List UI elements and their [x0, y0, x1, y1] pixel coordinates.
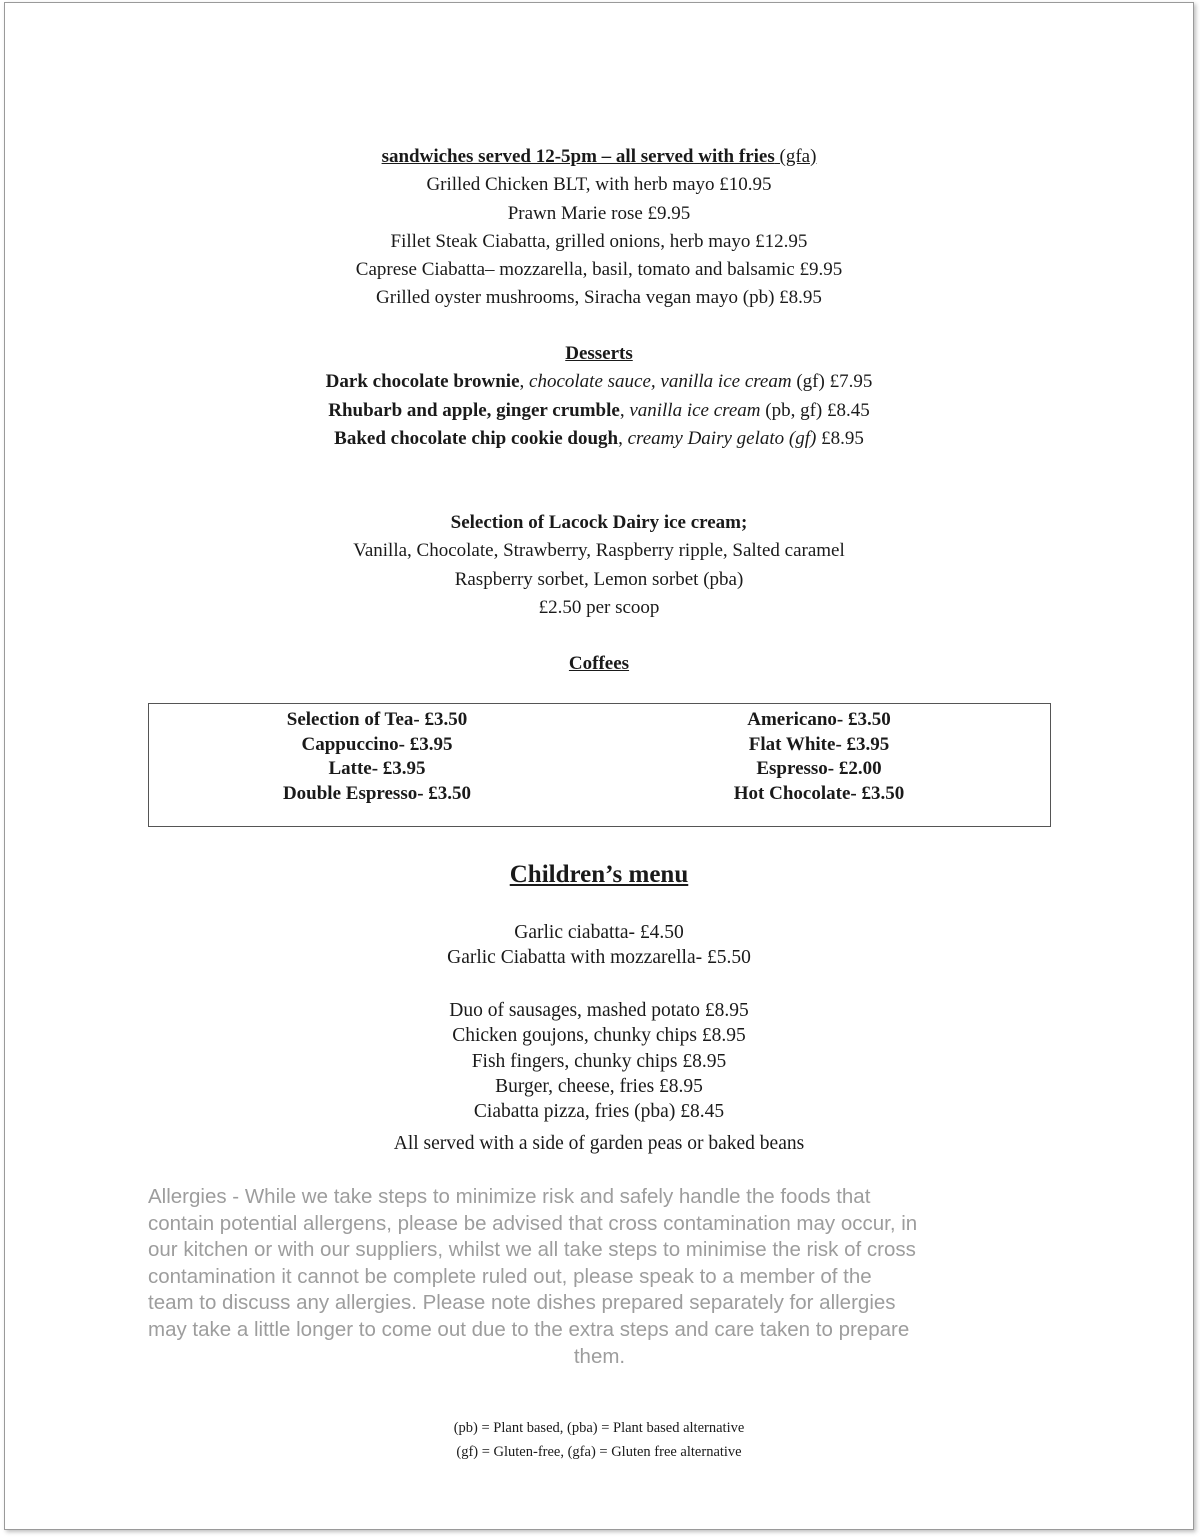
menu-item: Fillet Steak Ciabatta, grilled onions, herb mayo £12.95 [390, 230, 808, 252]
kids-item: Duo of sausages, mashed potato £8.95 [449, 1000, 749, 1021]
key-line: (pb) = Plant based, (pba) = Plant based alternative [453, 1420, 745, 1436]
dessert-name: Rhubarb and apple, ginger crumble [328, 399, 620, 421]
coffee-item: Flat White- £3.95 [748, 733, 890, 755]
dessert-sep: , [618, 427, 628, 449]
sandwiches-heading-text: sandwiches served 12-5pm – all served with fries [381, 146, 775, 167]
kids-item: Fish fingers, chunky chips £8.95 [471, 1050, 727, 1072]
menu-item: Prawn Marie rose £9.95 [507, 202, 691, 224]
dessert-item [5, 368, 1193, 396]
coffees-heading-wrap [5, 650, 1193, 678]
childrens-menu-title: Children’s menu [509, 861, 689, 888]
coffee-item: Hot Chocolate- £3.50 [733, 783, 905, 805]
coffee-item: Cappuccino- £3.95 [301, 733, 453, 755]
dessert-tail: (pb, gf) £8.45 [760, 399, 870, 421]
allergy-line: them. [573, 1344, 626, 1368]
dessert-tail: (gf) £7.95 [791, 371, 873, 393]
sandwiches-heading [5, 143, 1193, 171]
allergy-line: contamination it cannot be complete ruled out, please speak to a member of the [148, 1264, 872, 1288]
allergy-line: Allergies - While we take steps to minimize risk and safely handle the foods that [148, 1185, 871, 1208]
coffee-item: Selection of Tea- £3.50 [286, 709, 468, 730]
icecream-line: Vanilla, Chocolate, Strawberry, Raspberry ripple, Salted caramel [353, 540, 845, 562]
coffee-item: Espresso- £2.00 [756, 758, 882, 780]
icecream-line: Raspberry sorbet, Lemon sorbet (pba) [454, 568, 744, 590]
menu-item: Grilled Chicken BLT, with herb mayo £10.95 [426, 174, 772, 196]
dessert-name: Dark chocolate brownie [325, 371, 520, 393]
icecream-price: £2.50 per scoop [538, 596, 660, 618]
kids-item: Garlic Ciabatta with mozzarella- £5.50 [447, 947, 751, 969]
dessert-sep: , [519, 371, 530, 393]
dessert-item [5, 425, 1193, 453]
childrens-menu-title-wrap [5, 859, 1193, 891]
dessert-item [5, 397, 1193, 425]
dietary-key [5, 1416, 1193, 1464]
allergy-line: team to discuss any allergies. Please note dishes prepared separately for allergies [148, 1291, 896, 1315]
dessert-tail: £8.95 [816, 427, 864, 449]
icecream-section [5, 509, 1193, 622]
kids-item: Ciabatta pizza, fries (pba) £8.45 [473, 1101, 725, 1123]
coffees-heading: Coffees [568, 653, 630, 674]
menu-item: Caprese Ciabatta– mozzarella, basil, tomato and balsamic £9.95 [355, 259, 843, 281]
sandwiches-section [5, 143, 1193, 313]
coffee-item: Double Espresso- £3.50 [282, 783, 472, 805]
coffees-box [148, 703, 1051, 827]
icecream-heading: Selection of Lacock Dairy ice cream; [450, 512, 748, 533]
dessert-sep: , [619, 399, 630, 421]
childrens-mains [5, 998, 1193, 1124]
allergy-notice [148, 1184, 1051, 1370]
desserts-heading: Desserts [565, 343, 633, 364]
coffee-item: Americano- £3.50 [747, 709, 891, 730]
kids-item: Garlic ciabatta- £4.50 [514, 922, 684, 943]
dessert-desc: chocolate sauce, vanilla ice cream [529, 371, 792, 393]
allergy-line: our kitchen or with our suppliers, whilst we all take steps to minimise the risk of cross [148, 1238, 916, 1262]
dessert-desc: vanilla ice cream [629, 399, 761, 421]
menu-item: Grilled oyster mushrooms, Siracha vegan mayo (pb) £8.95 [376, 287, 822, 309]
kids-item: Chicken goujons, chunky chips £8.95 [452, 1025, 746, 1047]
sandwiches-heading-tag: (gfa) [774, 146, 817, 167]
allergy-line: may take a little longer to come out due to the extra steps and care taken to prepare [148, 1317, 910, 1341]
menu-page [4, 2, 1194, 1530]
kids-item: Burger, cheese, fries £8.95 [495, 1075, 703, 1097]
allergy-line: contain potential allergens, please be advised that cross contamination may occur, in [148, 1211, 918, 1235]
childrens-starters [5, 920, 1193, 971]
desserts-section [5, 340, 1193, 453]
dessert-desc: creamy Dairy gelato (gf) [627, 427, 817, 449]
dessert-name: Baked chocolate chip cookie dough [334, 427, 619, 449]
coffees-right-column [609, 708, 1029, 807]
childrens-side-note: All served with a side of garden peas or baked beans [393, 1133, 805, 1154]
key-line: (gf) = Gluten-free, (gfa) = Gluten free alternative [456, 1444, 742, 1460]
coffees-left-column [167, 708, 587, 807]
coffee-item: Latte- £3.95 [328, 758, 426, 780]
